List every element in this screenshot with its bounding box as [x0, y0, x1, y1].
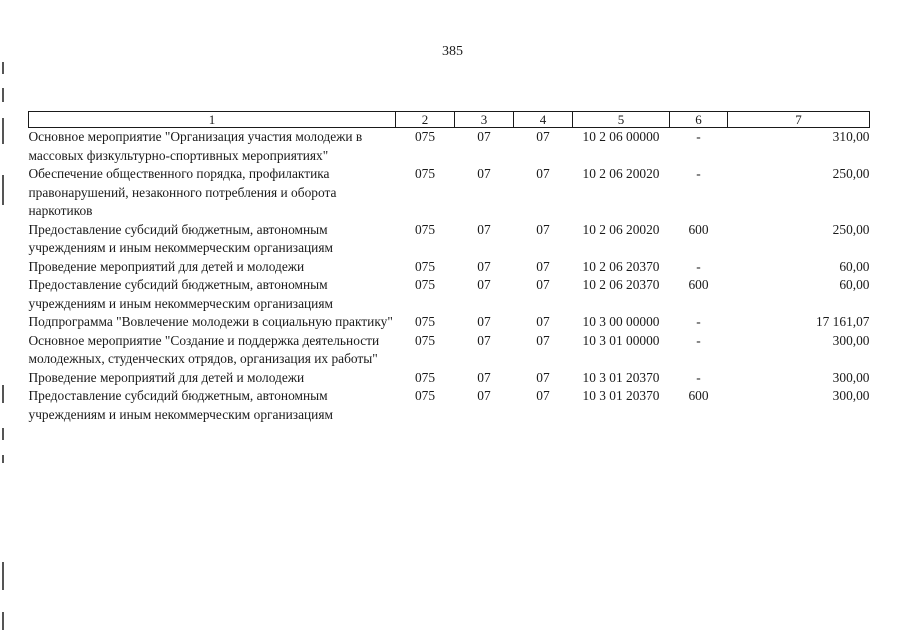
column-header: 7 — [728, 112, 870, 128]
table-row — [29, 258, 870, 277]
column-header: 5 — [573, 112, 670, 128]
row-code: 075 — [414, 129, 436, 144]
row-subsection: 07 — [536, 388, 550, 403]
row-code: 075 — [414, 332, 436, 348]
row-section: 07 — [477, 369, 491, 385]
row-expense-type: - — [696, 332, 701, 348]
row-subsection: 07 — [536, 332, 550, 348]
row-code: 075 — [414, 258, 436, 274]
row-section: 07 — [477, 314, 491, 329]
table-header-row — [29, 112, 870, 128]
row-subsection: 07 — [536, 369, 550, 385]
row-target-article: 10 2 06 20020 — [582, 166, 660, 181]
row-target-article: 10 3 01 20370 — [582, 369, 660, 385]
row-code: 075 — [414, 221, 436, 237]
table-row — [29, 276, 870, 313]
margin-mark — [2, 385, 4, 403]
row-target-article: 10 2 06 20370 — [582, 258, 660, 274]
row-subsection: 07 — [536, 166, 550, 181]
table-row — [29, 221, 870, 258]
row-name: Обеспечение общественного порядка, профилактика правонарушений, незаконного потребления и оборота наркотиков — [28, 166, 337, 218]
row-name: Предоставление субсидий бюджетным, автономным учреждениям и иным некоммерческим организациям — [28, 277, 333, 311]
row-expense-type: - — [696, 166, 701, 181]
budget-table — [28, 111, 870, 424]
row-section: 07 — [477, 221, 491, 237]
row-code: 075 — [414, 388, 436, 403]
row-section: 07 — [477, 388, 491, 403]
row-code: 075 — [414, 277, 436, 292]
row-amount: 300,00 — [832, 388, 870, 403]
row-amount: 250,00 — [832, 166, 870, 181]
table-row — [29, 313, 870, 332]
margin-mark — [2, 612, 4, 630]
row-subsection: 07 — [536, 314, 550, 329]
row-section: 07 — [477, 258, 491, 274]
row-amount: 300,00 — [832, 369, 870, 385]
margin-mark — [2, 118, 4, 144]
margin-mark — [2, 88, 4, 102]
table-row — [29, 369, 870, 388]
row-expense-type: - — [696, 258, 701, 274]
column-header: 6 — [670, 112, 728, 128]
row-expense-type: - — [696, 369, 701, 385]
row-amount: 17 161,07 — [815, 314, 870, 329]
row-subsection: 07 — [536, 277, 550, 292]
row-target-article: 10 2 06 00000 — [582, 129, 660, 144]
row-code: 075 — [414, 314, 436, 329]
row-subsection: 07 — [536, 221, 550, 237]
row-amount: 60,00 — [839, 277, 870, 292]
row-name: Проведение мероприятий для детей и молодежи — [28, 258, 305, 274]
row-target-article: 10 2 06 20370 — [582, 277, 660, 292]
row-section: 07 — [477, 166, 491, 181]
table-row — [29, 387, 870, 424]
row-amount: 300,00 — [832, 332, 870, 348]
row-code: 075 — [414, 166, 436, 181]
margin-mark — [2, 175, 4, 205]
row-name: Основное мероприятие "Создание и поддержка деятельности молодежных, студенческих отрядов, организация их работы" — [28, 332, 380, 366]
row-name: Проведение мероприятий для детей и молодежи — [28, 369, 305, 385]
row-expense-type: 600 — [688, 221, 709, 237]
page-number: 385 — [442, 44, 463, 59]
row-target-article: 10 3 01 20370 — [582, 388, 660, 403]
row-subsection: 07 — [536, 129, 550, 144]
row-subsection: 07 — [536, 258, 550, 274]
row-section: 07 — [477, 277, 491, 292]
row-target-article: 10 2 06 20020 — [582, 221, 660, 237]
column-header: 3 — [455, 112, 514, 128]
row-name: Предоставление субсидий бюджетным, автономным учреждениям и иным некоммерческим организациям — [28, 388, 333, 422]
margin-mark — [2, 455, 4, 463]
row-expense-type: - — [696, 129, 701, 144]
margin-mark — [2, 428, 4, 440]
row-name: Основное мероприятие "Организация участия молодежи в массовых физкультурно-спортивных мероприятиях" — [28, 129, 363, 163]
table-row — [29, 332, 870, 369]
margin-mark — [2, 562, 4, 590]
row-section: 07 — [477, 129, 491, 144]
row-name: Предоставление субсидий бюджетным, автономным учреждениям и иным некоммерческим организациям — [28, 221, 333, 255]
row-target-article: 10 3 01 00000 — [582, 332, 660, 348]
row-expense-type: 600 — [688, 388, 709, 403]
column-header: 1 — [29, 112, 396, 128]
row-target-article: 10 3 00 00000 — [582, 314, 660, 329]
row-amount: 250,00 — [832, 221, 870, 237]
row-section: 07 — [477, 332, 491, 348]
table-row — [29, 165, 870, 221]
row-code: 075 — [414, 369, 436, 385]
column-header: 2 — [396, 112, 455, 128]
row-amount: 60,00 — [839, 258, 870, 274]
row-amount: 310,00 — [832, 129, 870, 144]
column-header: 4 — [514, 112, 573, 128]
margin-mark — [2, 62, 4, 74]
row-expense-type: 600 — [688, 277, 709, 292]
row-name: Подпрограмма "Вовлечение молодежи в социальную практику" — [28, 314, 393, 329]
table-row — [29, 128, 870, 166]
row-expense-type: - — [696, 314, 701, 329]
